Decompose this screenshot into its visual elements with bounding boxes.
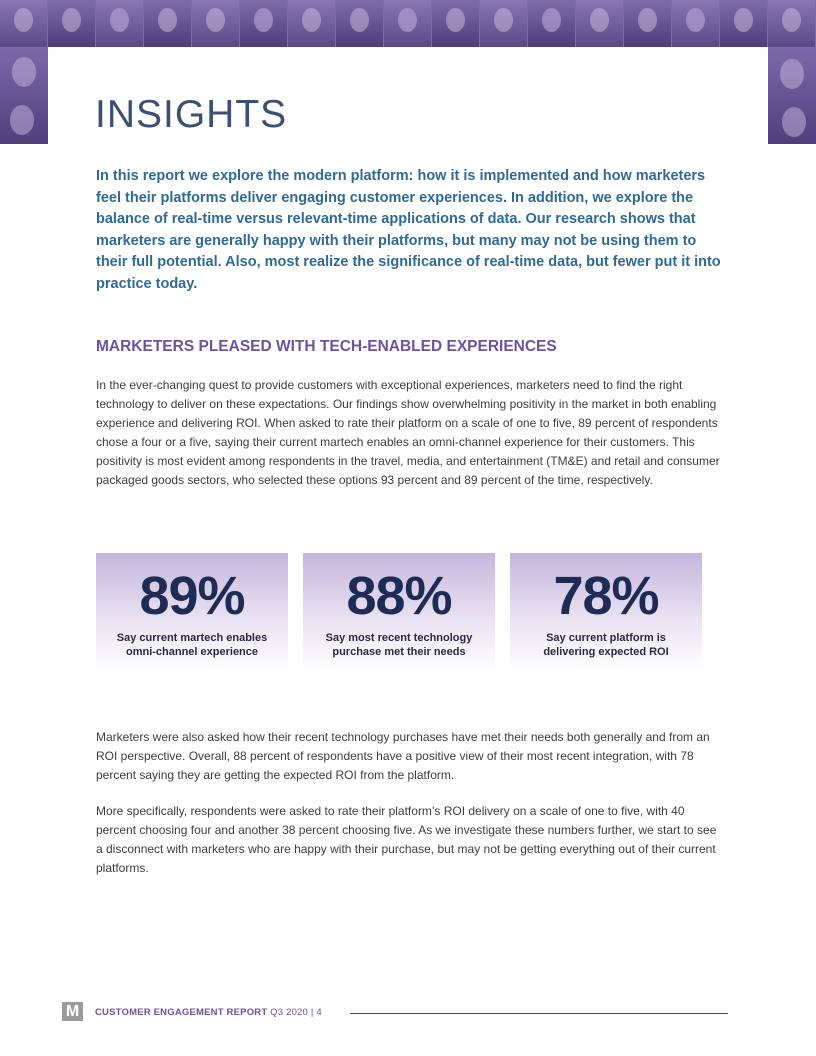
photo-strip-right [768, 47, 816, 144]
report-name: CUSTOMER ENGAGEMENT REPORT [95, 1007, 268, 1018]
body-paragraph: In the ever-changing quest to provide customers with exceptional experiences, marketers need to find the right technology to deliver on these expectations. Our findings show overwhelming positivity in the market in both enabling experience and delivering ROI. When asked to rate their platform on a scale of one to five, 89 percent of respondents chose a four or a five, saying their current martech enables an omni-channel experience for their customers. This positivity is most evident among respondents in the travel, media, and entertainment (TM&E) and retail and consumer packaged goods sectors, who selected these options 93 percent and 89 percent of the time, respectively. [96, 378, 720, 487]
portrait-tile [96, 0, 144, 47]
period-page: Q3 2020 | 4 [267, 1007, 322, 1018]
stat-card-martech [96, 553, 288, 670]
portrait-tile [768, 0, 816, 47]
page-title: INSIGHTS [95, 93, 288, 136]
stat-value: 78% [553, 566, 659, 626]
portrait-tile [432, 0, 480, 47]
footer-label [95, 1007, 322, 1018]
stat-value: 88% [346, 566, 452, 626]
photo-banner [0, 0, 816, 47]
portrait-tile [528, 0, 576, 47]
portrait-tile [0, 0, 48, 47]
section-heading: MARKETERS PLEASED WITH TECH-ENABLED EXPERIENCES [96, 338, 557, 355]
portrait-tile [576, 0, 624, 47]
stat-caption: Say current platform is delivering expected ROI [543, 632, 669, 658]
portrait-tile [480, 0, 528, 47]
intro-paragraph: In this report we explore the modern platform: how it is implemented and how marketers feel their platforms deliver engaging customer experiences. In addition, we explore the balance of real-time versus relevant-time applications of data. Our research shows that marketers are generally happy with their platforms, but many may not be using them to their full potential. Also, most realize the significance of real-time data, but fewer put it into practice today. [96, 168, 721, 292]
stat-caption: Say current martech enables omni-channel experience [116, 632, 268, 658]
portrait-tile [384, 0, 432, 47]
stat-caption: Say most recent technology purchase met their needs [325, 632, 473, 658]
brand-logo: M [62, 1002, 83, 1021]
body-paragraph: More specifically, respondents were asked to rate their platform’s ROI delivery on a scale of one to five, with 40 percent choosing four and another 38 percent choosing five. As we investigate these numbers further, we start to see a disconnect with marketers who are happy with their purchase, but may not be getting everything out of their current platforms. [96, 804, 717, 875]
portrait-tile [624, 0, 672, 47]
body-paragraph: Marketers were also asked how their recent technology purchases have met their needs both generally and from an ROI perspective. Overall, 88 percent of respondents have a positive view of their most recent integration, with 78 percent saying they are getting the expected ROI from the platform. [96, 730, 710, 782]
stat-value: 89% [139, 566, 245, 626]
portrait-tile [192, 0, 240, 47]
photo-strip-left [0, 47, 48, 144]
portrait-tile [48, 0, 96, 47]
portrait-tile [240, 0, 288, 47]
portrait-tile [720, 0, 768, 47]
stat-card-purchase [303, 553, 495, 670]
portrait-tile [336, 0, 384, 47]
stat-card-roi [510, 553, 702, 670]
portrait-tile [672, 0, 720, 47]
portrait-tile [288, 0, 336, 47]
footer-divider [350, 1013, 728, 1014]
portrait-tile [144, 0, 192, 47]
